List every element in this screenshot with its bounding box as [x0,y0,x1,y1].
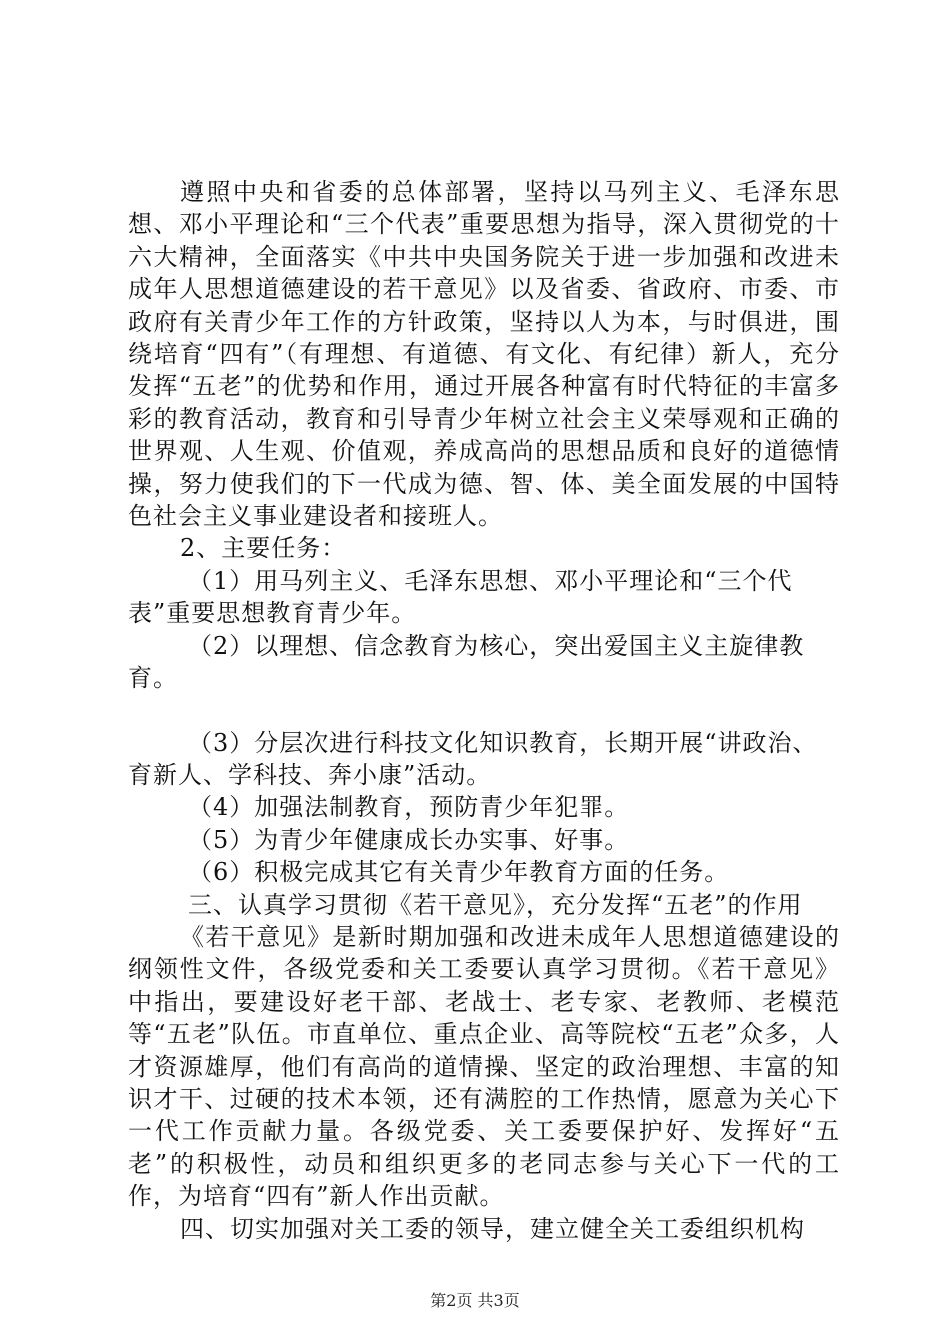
task-item-2: （2）以理想、信念教育为核心，突出爱国主义主旋律教育。 [128,631,805,693]
section-four-heading: 四、切实加强对关工委的领导，建立健全关工委组织机构 [180,1214,805,1243]
main-tasks-heading: 2、主要任务： [180,534,347,563]
document-body [128,176,840,1245]
section-three-paragraph: 《若干意见》是新时期加强和改进未成年人思想道德建设的纲领性文件，各级党委和关工委要认真学习贯彻。《若干意见》中指出，要建设好老干部、老战士、老专家、老教师、老模范等“五老”队伍。市直单位、重点企业、高等院校“五老”众多，人才资源雄厚，他们有高尚的道情操、坚定的政治理想、丰富的知识才干、过硬的技术本领，还有满腔的工作热情，愿意为关心下一代工作贡献力量。各级党委、关工委要保护好、发挥好“五老”的积极性，动员和组织更多的老同志参与关心下一代的工作，为培育“四有”新人作出贡献。 [128,922,840,1211]
task-item-3: （3）分层次进行科技文化知识教育，长期开展“讲政治、育新人、学科技、奔小康”活动。 [128,728,818,789]
task-item-1: （1）用马列主义、毛泽东思想、邓小平理论和“三个代表”重要思想教育青少年。 [128,566,793,628]
blank-line [128,695,840,727]
page-number-footer: 第2页 共3页 [430,1291,520,1310]
task-item-4: （4）加强法制教育，预防青少年犯罪。 [188,793,630,822]
section-three-heading: 三、认真学习贯彻《若干意见》，充分发挥“五老”的作用 [188,890,803,919]
guiding-principle-paragraph: 遵照中央和省委的总体部署，坚持以马列主义、毛泽东思想、邓小平理论和“三个代表”重要思想为指导，深入贯彻党的十六大精神，全面落实《中共中央国务院关于进一步加强和改进未成年人思想道德建设的若干意见》以及省委、省政府、市委、市政府有关青少年工作的方针政策，坚持以人为本，与时俱进，围绕培育“四有”（有理想、有道德、有文化、有纪律）新人，充分发挥“五老”的优势和作用，通过开展各种富有时代特征的丰富多彩的教育活动，教育和引导青少年树立社会主义荣辱观和正确的世界观、人生观、价值观，养成高尚的思想品质和良好的道德情操，努力使我们的下一代成为德、智、体、美全面发展的中国特色社会主义事业建设者和接班人。 [128,178,840,531]
task-item-6: （6）积极完成其它有关青少年教育方面的任务。 [188,858,730,887]
task-item-5: （5）为青少年健康成长办实事、好事。 [188,825,630,854]
